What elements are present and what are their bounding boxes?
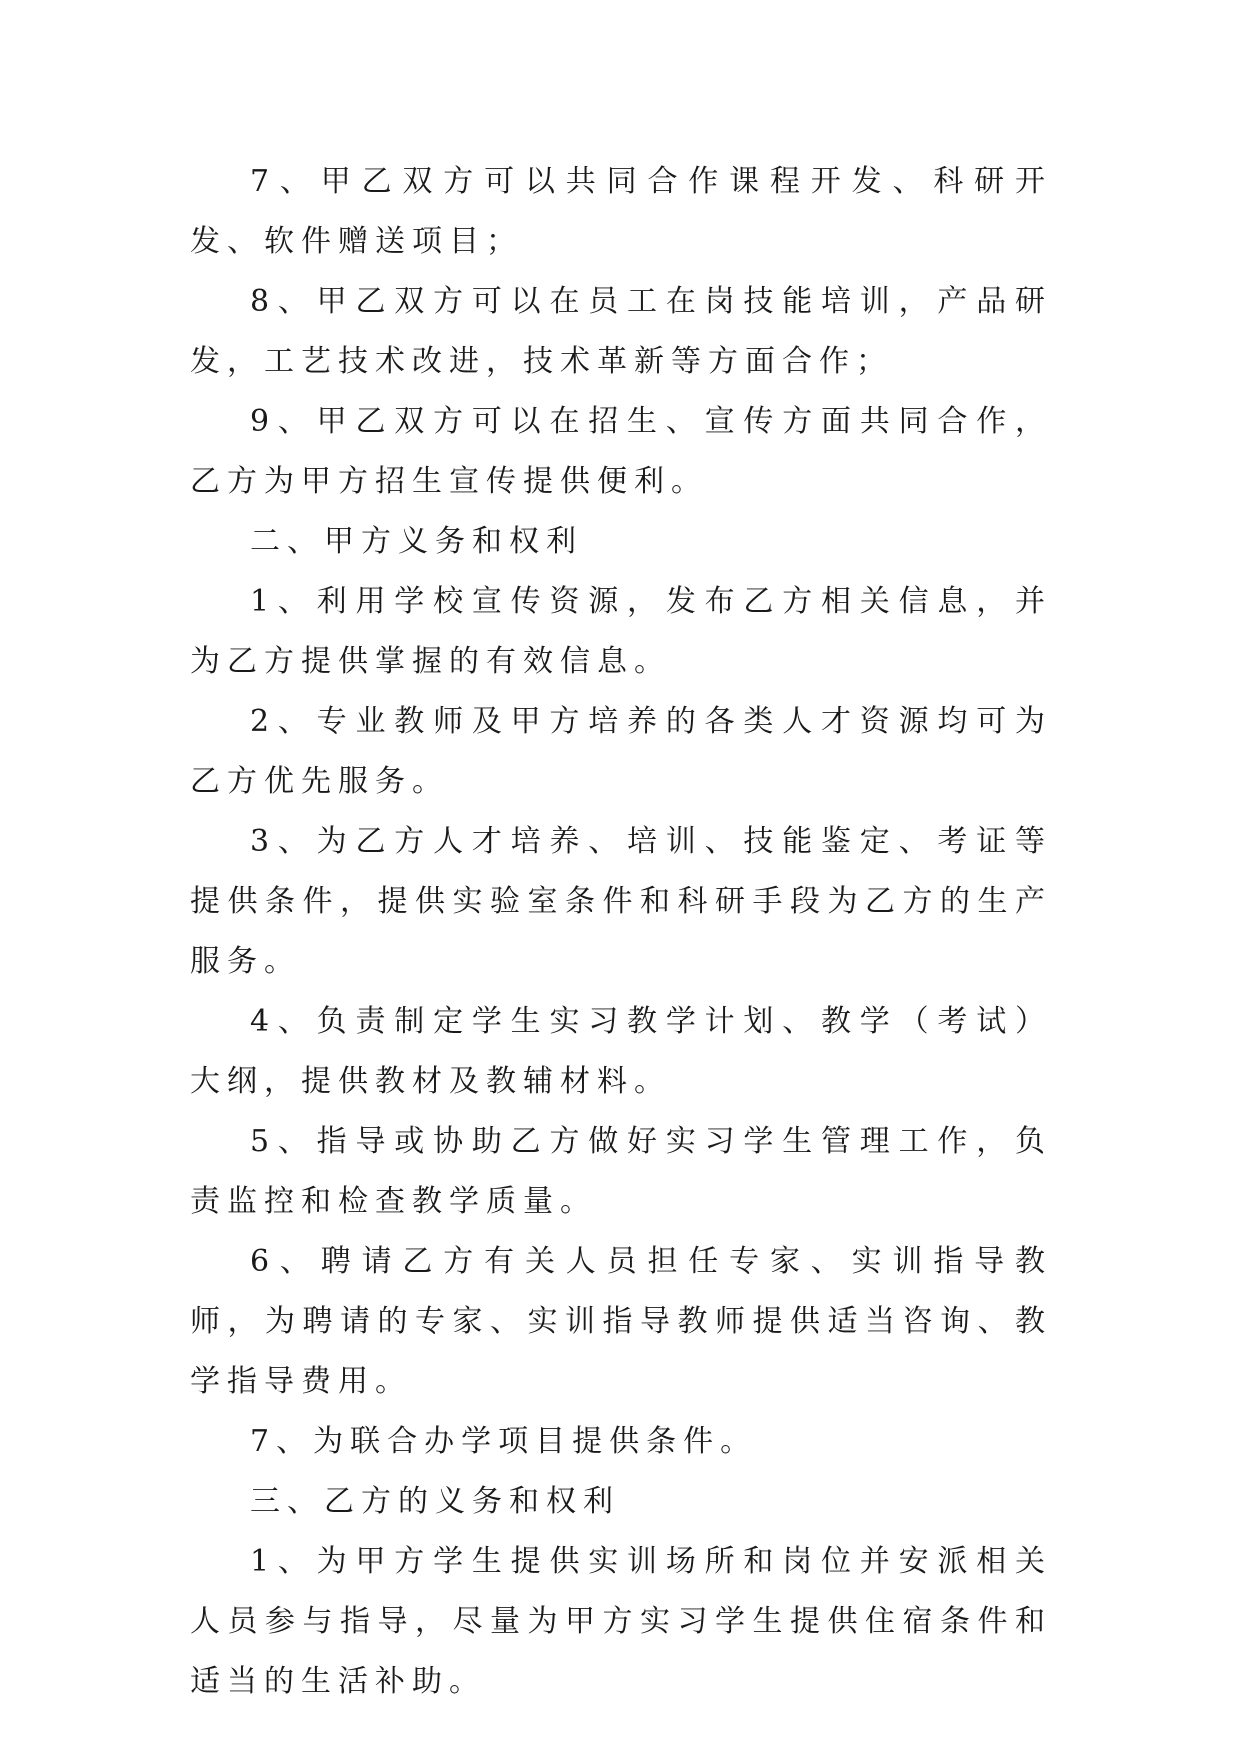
paragraph-clause-8-training: 8、甲乙双方可以在员工在岗技能培训，产品研发，工艺技术改进，技术革新等方面合作； — [190, 284, 1052, 379]
document-body — [190, 152, 1052, 1712]
paragraph-a-5: 5、指导或协助乙方做好实习学生管理工作，负责监控和检查教学质量。 — [190, 1124, 1052, 1219]
paragraph-a-1: 1、利用学校宣传资源，发布乙方相关信息，并为乙方提供掌握的有效信息。 — [190, 584, 1052, 679]
paragraph-b-1: 1、为甲方学生提供实训场所和岗位并安派相关人员参与指导，尽量为甲方实习学生提供住宿条件和适当的生活补助。 — [190, 1544, 1052, 1699]
section-heading-party-b: 三、乙方的义务和权利 — [250, 1484, 620, 1519]
paragraph-a-4: 4、负责制定学生实习教学计划、教学（考试）大纲，提供教材及教辅材料。 — [190, 1004, 1052, 1099]
paragraph-clause-7-cooperation: 7、甲乙双方可以共同合作课程开发、科研开发、软件赠送项目； — [190, 164, 1052, 259]
section-heading-party-a: 二、甲方义务和权利 — [250, 524, 583, 559]
paragraph-a-6: 6、聘请乙方有关人员担任专家、实训指导教师，为聘请的专家、实训指导教师提供适当咨询、教学指导费用。 — [190, 1244, 1052, 1399]
paragraph-a-3: 3、为乙方人才培养、培训、技能鉴定、考证等提供条件，提供实验室条件和科研手段为乙方的生产服务。 — [190, 824, 1052, 979]
paragraph-a-7: 7、为联合办学项目提供条件。 — [250, 1424, 758, 1459]
paragraph-clause-9-enrollment: 9、甲乙双方可以在招生、宣传方面共同合作，乙方为甲方招生宣传提供便利。 — [190, 404, 1052, 499]
paragraph-a-2: 2、专业教师及甲方培养的各类人才资源均可为乙方优先服务。 — [190, 704, 1052, 799]
